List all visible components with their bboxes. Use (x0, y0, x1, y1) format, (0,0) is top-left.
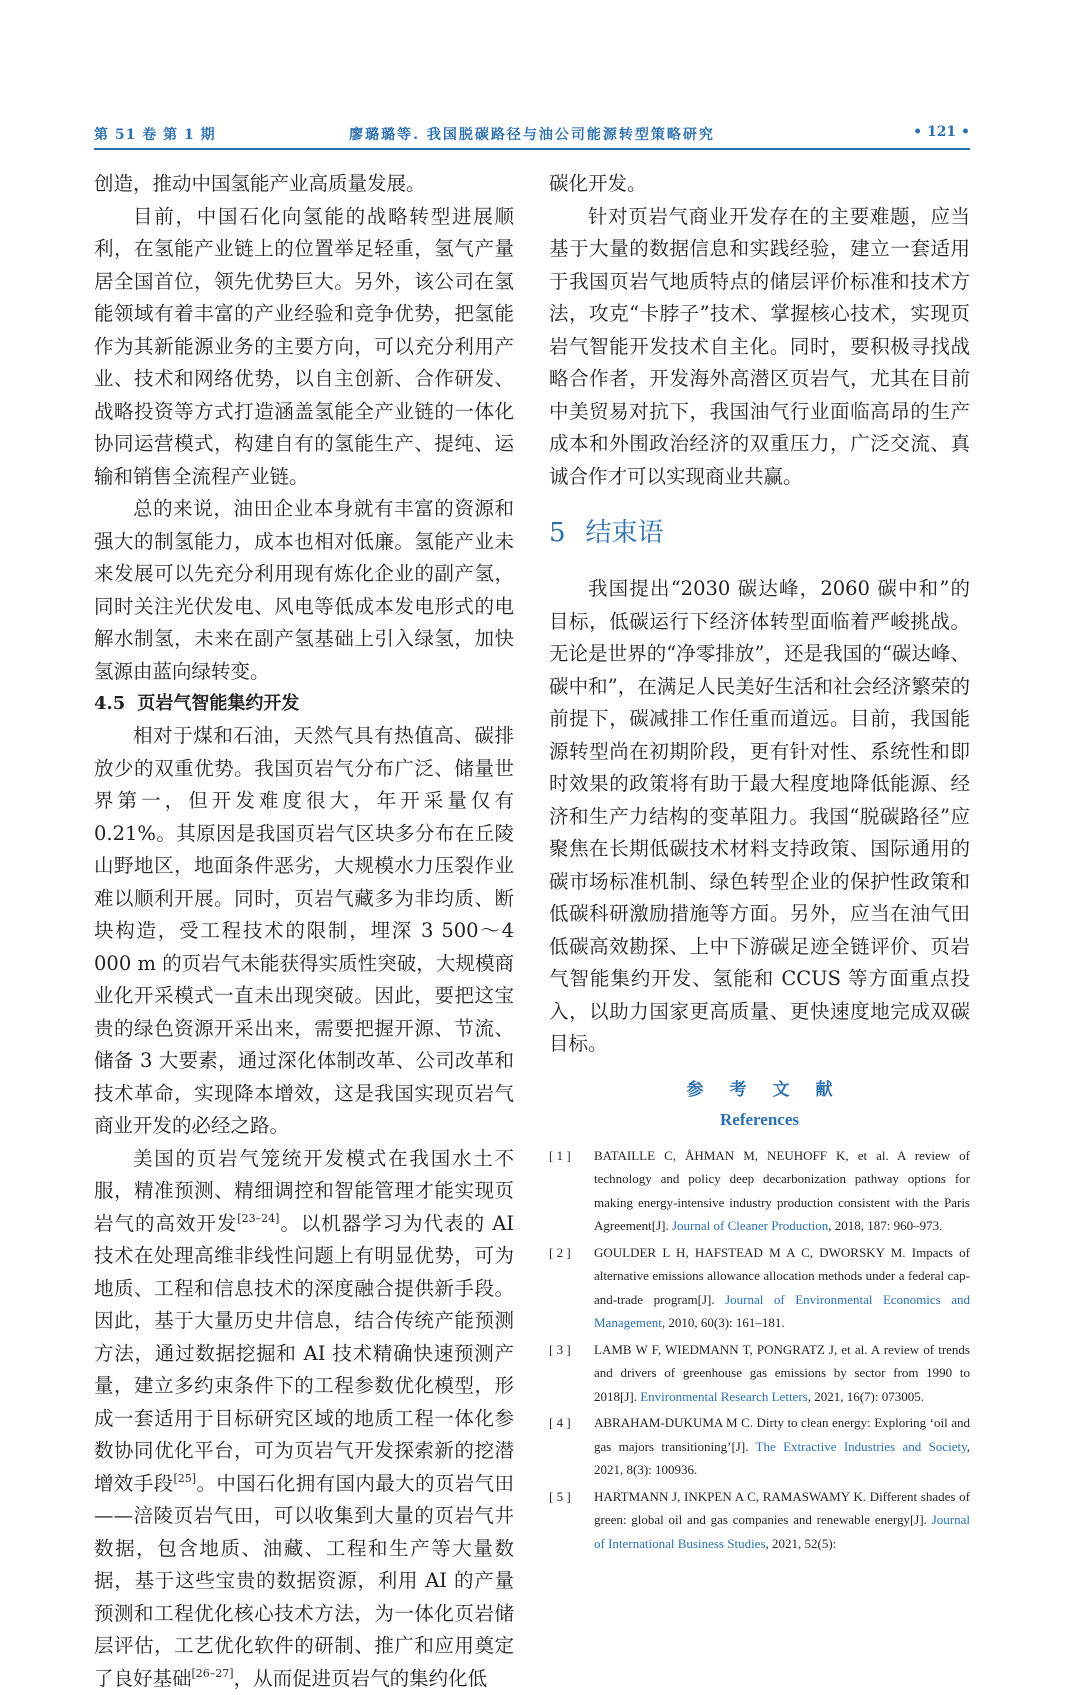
paragraph: 针对页岩气商业开发存在的主要难题，应当基于大量的数据信息和实践经验，建立一套适用于我国页岩气地质特点的储层评价标准和技术方法，攻克“卡脖子”技术、掌握核心技术，实现页岩气智能开发技术自主化。同时，要积极寻找战略合作者，开发海外高潜区页岩气，尤其在目前中美贸易对抗下，我国油气行业面临高昂的生产成本和外围政治经济的双重压力，广泛交流、真诚合作才可以实现商业共赢。 (549, 201, 970, 494)
paragraph: 目前，中国石化向氢能的战略转型进展顺利，在氢能产业链上的位置举足轻重，氢气产量居全国首位，领先优势巨大。另外，该公司在氢能领域有着丰富的产业经验和竞争优势，把氢能作为其新能源业务的主要方向，可以充分利用产业、技术和网络优势，以自主创新、合作研发、战略投资等方式打造涵盖氢能全产业链的一体化协同运营模式，构建自有的氢能生产、提纯、运输和销售全流程产业链。 (94, 201, 514, 494)
reference-number: [ 1 ] (549, 1144, 585, 1168)
citation[interactable]: [25] (173, 1472, 196, 1485)
text-run: 。中国石化拥有国内最大的页岩气田——涪陵页岩气田，可以收集到大量的页岩气井数据，包含地质、油藏、工程和生产等大量数据，基于这些宝贵的数据资源，利用 AI 的产量预测和工程优化核心技术方法，为一体化页岩储层评估，工艺优化软件的研制、推广和应用奠定了良好基础 (94, 1472, 514, 1690)
journal-link[interactable]: Journal of Cleaner Production (672, 1218, 828, 1233)
reference-text: ABRAHAM-DUKUMA M C. Dirty to clean energy: Exploring ‘oil and gas majors transitioning’[J]. (594, 1415, 970, 1454)
reference-text: GOULDER L H, HAFSTEAD M A C, DWORSKY M. Impacts of alternative emissions allowance allocation methods under a federal cap-and-trade program[J]. (594, 1245, 970, 1307)
text-run: 美国的页岩气笼统开发模式在我国水土不服，精准预测、精细调控和智能管理才能实现页岩气的高效开发 (94, 1147, 514, 1235)
paragraph: 我国提出“2030 碳达峰，2060 碳中和”的目标，低碳运行下经济体转型面临着严峻挑战。无论是世界的“净零排放”，还是我国的“碳达峰、碳中和”，在满足人民美好生活和社会经济繁荣的前提下，碳减排工作任重而道远。目前，我国能源转型尚在初期阶段，更有针对性、系统性和即时效果的政策将有助于最大程度地降低能源、经济和生产力结构的变革阻力。我国“脱碳路径”应聚焦在长期低碳技术材料支持政策、国际通用的碳市场标准机制、绿色转型企业的保护性政策和低碳科研激励措施等方面。另外，应当在油气田低碳高效勘探、上中下游碳足迹全链评价、页岩气智能集约开发、氢能和 CCUS 等方面重点投入，以助力国家更高质量、更快速度地完成双碳目标。 (549, 573, 970, 1061)
reference-item (549, 1241, 970, 1335)
reference-text: HARTMANN J, INKPEN A C, RAMASWAMY K. Different shades of green: global oil and gas companies and renewable energy[J]. (594, 1489, 970, 1528)
citation[interactable]: [23–24] (237, 1212, 279, 1225)
text-run: 。以机器学习为代表的 AI 技术在处理高维非线性问题上有明显优势，可为地质、工程和信息技术的深度融合提供新手段。因此，基于大量历史井信息，结合传统产能预测方法，通过数据挖掘和 AI 技术精确快速预测产量，建立多约束条件下的工程参数优化模型，形成一套适用于目标研究区域的地质工程一体化参数协同优化平台，可为页岩气开发探索新的挖潜增效手段 (94, 1212, 514, 1495)
paragraph: 总的来说，油田企业本身就有丰富的资源和强大的制氢能力，成本也相对低廉。氢能产业未来发展可以先充分利用现有炼化企业的副产氢，同时关注光伏发电、风电等低成本发电形式的电解水制氢，未来在副产氢基础上引入绿氢，加快氢源由蓝向绿转变。 (94, 493, 514, 688)
paragraph: 碳化开发。 (549, 168, 970, 201)
reference-number: [ 4 ] (549, 1411, 585, 1435)
reference-text: , 2018, 187: 960–973. (828, 1218, 942, 1233)
paragraph (94, 1143, 514, 1695)
journal-link[interactable]: Journal of Environmental Economics and Management (594, 1292, 970, 1331)
reference-text: , 2021, 8(3): 100936. (594, 1439, 970, 1478)
reference-text: BATAILLE C, ÅHMAN M, NEUHOFF K, et al. A review of technology and policy deep decarbonization pathway options for making energy-intensive industry production consistent with the Paris Agreement[J]. (594, 1148, 970, 1234)
reference-number: [ 2 ] (549, 1241, 585, 1265)
journal-link[interactable]: Journal of International Business Studies (594, 1512, 970, 1551)
section-title: 结束语 (586, 518, 664, 548)
reference-number: [ 3 ] (549, 1338, 585, 1362)
reference-number: [ 5 ] (549, 1485, 585, 1509)
reference-text: , 2010, 60(3): 161–181. (662, 1315, 785, 1330)
right-column (549, 168, 970, 1558)
running-title: 廖璐璐等. 我国脱碳路径与油公司能源转型策略研究 (94, 124, 970, 144)
citation[interactable]: [26–27] (192, 1667, 234, 1680)
reference-text: , 2021, 16(7): 073005. (808, 1389, 924, 1404)
section-title: 页岩气智能集约开发 (137, 693, 299, 714)
references-title-cn: 参考文献 (549, 1075, 970, 1100)
reference-item (549, 1485, 970, 1556)
reference-item (549, 1338, 970, 1409)
reference-text: , 2021, 52(5): (766, 1536, 837, 1551)
journal-link[interactable]: Environmental Research Letters (640, 1389, 808, 1404)
reference-text: LAMB W F, WIEDMANN T, PONGRATZ J, et al. A review of trends and drivers of greenhouse gas emissions by sector from 1990 to 2018[J]. (594, 1342, 970, 1404)
reference-item (549, 1411, 970, 1482)
journal-volume-issue: 第 51 卷 第 1 期 (94, 124, 216, 144)
section-heading-5 (549, 517, 970, 549)
left-column (94, 168, 514, 1695)
running-header (94, 118, 970, 150)
section-number: 5 (549, 518, 566, 548)
journal-link[interactable]: The Extractive Industries and Society (756, 1439, 967, 1454)
references-title-en: References (549, 1110, 970, 1130)
page-number: • 121 • (913, 124, 970, 140)
text-run: ，从而促进页岩气的集约化低 (234, 1667, 488, 1690)
section-number: 4.5 (94, 693, 125, 714)
paragraph: 相对于煤和石油，天然气具有热值高、碳排放少的双重优势。我国页岩气分布广泛、储量世界第一，但开发难度很大，年开采量仅有 0.21%。其原因是我国页岩气区块多分布在丘陵山野地区，地面条件恶劣，大规模水力压裂作业难以顺利开展。同时，页岩气藏多为非均质、断块构造，受工程技术的限制，埋深 3 500～4 000 m 的页岩气未能获得实质性突破，大规模商业化开采模式一直未出现突破。因此，要把这宝贵的绿色资源开采出来，需要把握开源、节流、储备 3 大要素，通过深化体制改革、公司改革和技术革命，实现降本增效，这是我国实现页岩气商业开发的必经之路。 (94, 720, 514, 1143)
reference-item (549, 1144, 970, 1238)
paragraph: 创造，推动中国氢能产业高质量发展。 (94, 168, 514, 201)
section-heading-4-5 (94, 688, 514, 720)
